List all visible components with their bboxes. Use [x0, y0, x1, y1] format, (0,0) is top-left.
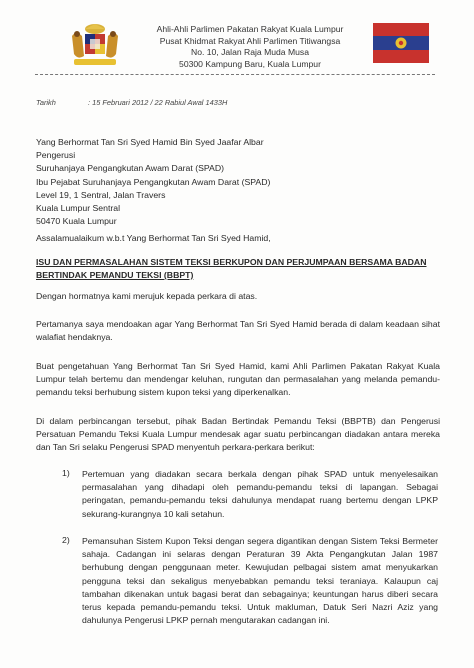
letterhead-divider [35, 74, 435, 75]
paragraph: Dengan hormatnya kami merujuk kepada perkara di atas. [36, 291, 258, 301]
recipient-line: Yang Berhormat Tan Sri Syed Hamid Bin Syed Jaafar Albar [36, 137, 264, 147]
letterhead-line: Ahli-Ahli Parlimen Pakatan Rakyat Kuala Lumpur [156, 24, 344, 34]
date-label: Tarikh [36, 98, 56, 107]
paragraph: Pertamanya saya mendoakan agar Yang Berhormat Tan Sri Syed Hamid berada di dalam keadaan sihat walafiat hendaknya. [36, 319, 440, 343]
letterhead [130, 24, 370, 70]
salutation: Assalamualaikum w.b.t Yang Berhormat Tan Sri Syed Hamid, [36, 233, 271, 243]
recipient-line: 50470 Kuala Lumpur [36, 216, 117, 227]
paragraph: Di dalam perbincangan tersebut, pihak Badan Bertindak Pemandu Teksi (BBPTB) dan Pengerusi Persatuan Pemandu Teksi Kuala Lumpur mendesak agar suatu perbincangan diadakan antara mereka dan Tan Sri selaku Pengerusi SPAD menyentuh perkara-perkara berikut: [36, 416, 440, 453]
recipient-line: Level 19, 1 Sentral, Jalan Travers [36, 189, 166, 200]
coat-of-arms-icon [68, 22, 122, 68]
point-text: Pertemuan yang diadakan secara berkala dengan pihak SPAD untuk menyelesaikan permasalahan yang dihadapi oleh pemandu-pemandu teksi di lapangan. Sebagai peringatan, pemandu-pemandu teksi dahulunya mendapat ruang bertemu dengan LPKP sekurang-kurangnya 10 kali setahun. [82, 469, 438, 519]
subject-heading: ISU DAN PERMASALAHAN SISTEM TEKSI BERKUPON DAN PERJUMPAAN BERSAMA BADAN BERTINDAK PEMANDU TEKSI (BBPT) [36, 257, 427, 280]
letterhead-line: 50300 Kampung Baru, Kuala Lumpur [179, 58, 321, 69]
letterhead-line: Pusat Khidmat Rakyat Ahli Parlimen Titiwangsa [159, 35, 341, 46]
letterhead-line: No. 10, Jalan Raja Muda Musa [191, 47, 309, 58]
point-number: 2) [62, 535, 70, 545]
date-line [36, 98, 227, 107]
paragraph: Buat pengetahuan Yang Berhormat Tan Sri Syed Hamid, kami Ahli Parlimen Pakatan Rakyat Kuala Lumpur telah bertemu dan mendengar keluhan, rungutan dan permasalahan yang melanda pemandu-pemandu teksi berhubung sistem kupon teksi yang diperkenalkan. [36, 361, 440, 398]
recipient-line: Pengerusi [36, 150, 76, 161]
point-number: 1) [62, 468, 70, 478]
recipient-line: Ibu Pejabat Suruhanjaya Pengangkutan Awam Darat (SPAD) [36, 176, 271, 187]
party-flag-icon [373, 23, 429, 63]
point-text: Pemansuhan Sistem Kupon Teksi dengan segera digantikan dengan Sistem Teksi Bermeter sahaja. Cadangan ini selaras dengan Peraturan 39 Akta Pengangkutan Jalan 1987 berhubung dengan penggunaan meter. Kewujudan pelbagai sistem amat menyukarkan pengguna teksi dan sekaligus menyebabkan pemandu teksi teraniaya. Kalaupun caj tambahan dikenakan untuk bagasi berat dan sebagainya; keuntungan harus diberi secara terus kepada pemandu-pemandu teksi. Untuk makluman, Datuk Seri Nazri Aziz yang dahulunya Pengerusi LPKP pernah mengutarakan cadangan ini. [82, 536, 438, 626]
date-value: : 15 Februari 2012 / 22 Rabiul Awal 1433H [88, 98, 228, 107]
recipient-address [36, 136, 270, 228]
recipient-line: Suruhanjaya Pengangkutan Awam Darat (SPAD) [36, 163, 225, 174]
recipient-line: Kuala Lumpur Sentral [36, 203, 121, 214]
